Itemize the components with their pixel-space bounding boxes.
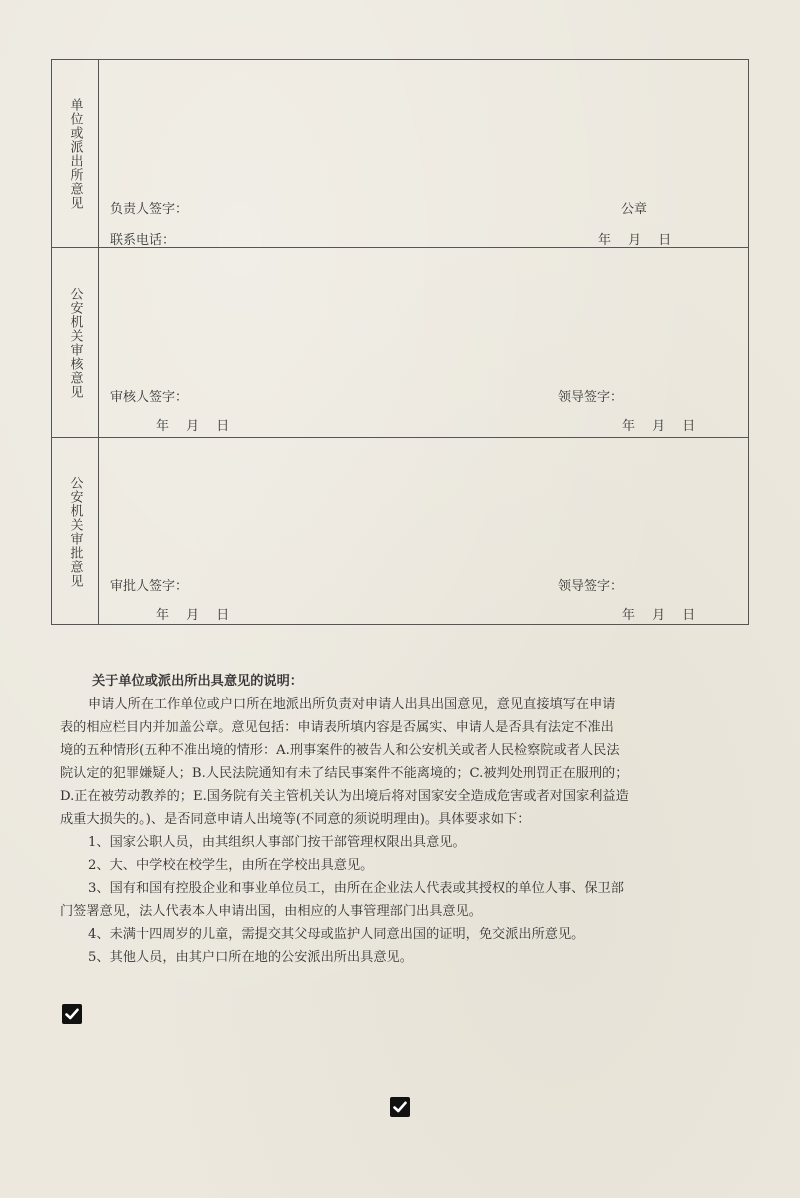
instruction-item: 4、未满十四周岁的儿童，需提交其父母或监护人同意出国的证明，免交派出所意见。 xyxy=(88,927,585,942)
checkbox-checked-icon[interactable] xyxy=(62,1004,82,1024)
reviewer-signature-label: 审核人签字： xyxy=(110,390,189,405)
approval-opinion-row xyxy=(52,438,748,625)
instruction-line: D.正在被劳动教养的；E.国务院有关主管机关认为出境后将对国家安全造成危害或者对国家利益造 xyxy=(60,789,629,804)
approval-leader-signature-label: 领导签字： xyxy=(558,579,624,594)
responsible-signature-label: 负责人签字： xyxy=(110,202,189,217)
instructions-section xyxy=(60,670,750,969)
opinion-form-table xyxy=(51,59,749,625)
official-seal-label: 公章 xyxy=(621,202,648,217)
instruction-line: 表的相应栏目内并加盖公章。意见包括：申请表所填内容是否属实、申请人是否具有法定不准出 xyxy=(60,720,614,735)
instruction-item: 2、大、中学校在校学生，由所在学校出具意见。 xyxy=(88,858,374,873)
approval-opinion-label-cell xyxy=(52,438,99,625)
review-leader-signature-label: 领导签字： xyxy=(558,390,624,405)
instruction-line: 院认定的犯罪嫌疑人；B.人民法院通知有未了结民事案件不能离境的；C.被判处刑罚正在服刑的； xyxy=(60,766,629,781)
instruction-line: 申请人所在工作单位或户口所在地派出所负责对申请人出具出国意见，意见直接填写在申请 xyxy=(88,697,616,712)
unit-opinion-row xyxy=(52,60,748,248)
instruction-line: 门签署意见，法人代表本人申请出国，由相应的人事管理部门出具意见。 xyxy=(60,904,482,919)
instruction-item: 1、国家公职人员，由其组织人事部门按干部管理权限出具意见。 xyxy=(88,835,466,850)
unit-opinion-label: 单位或派出所意见 xyxy=(67,97,83,210)
review-leader-date: 年 月 日 xyxy=(622,419,696,434)
approver-date: 年 月 日 xyxy=(156,608,230,623)
checkbox-checked-icon[interactable] xyxy=(390,1097,410,1117)
approver-signature-label: 审批人签字： xyxy=(110,579,189,594)
unit-opinion-date: 年 月 日 xyxy=(598,233,672,248)
instruction-line: 境的五种情形(五种不准出境的情形：A.刑事案件的被告人和公安机关或者人民检察院或者人民法 xyxy=(60,743,620,758)
contact-phone-label: 联系电话： xyxy=(110,233,176,248)
review-opinion-row xyxy=(52,248,748,438)
approval-leader-date: 年 月 日 xyxy=(622,608,696,623)
review-opinion-label: 公安机关审核意见 xyxy=(67,286,83,399)
instruction-line: 成重大损失的。)、是否同意申请人出境等(不同意的须说明理由)。具体要求如下： xyxy=(60,812,531,827)
instructions-title: 关于单位或派出所出具意见的说明： xyxy=(92,674,303,689)
instruction-item: 3、国有和国有控股企业和事业单位员工，由所在企业法人代表或其授权的单位人事、保卫部 xyxy=(88,881,624,896)
reviewer-date: 年 月 日 xyxy=(156,419,230,434)
review-opinion-label-cell xyxy=(52,248,99,437)
instruction-item: 5、其他人员，由其户口所在地的公安派出所出具意见。 xyxy=(88,950,413,965)
unit-opinion-label-cell xyxy=(52,60,99,247)
approval-opinion-label: 公安机关审批意见 xyxy=(67,475,83,588)
